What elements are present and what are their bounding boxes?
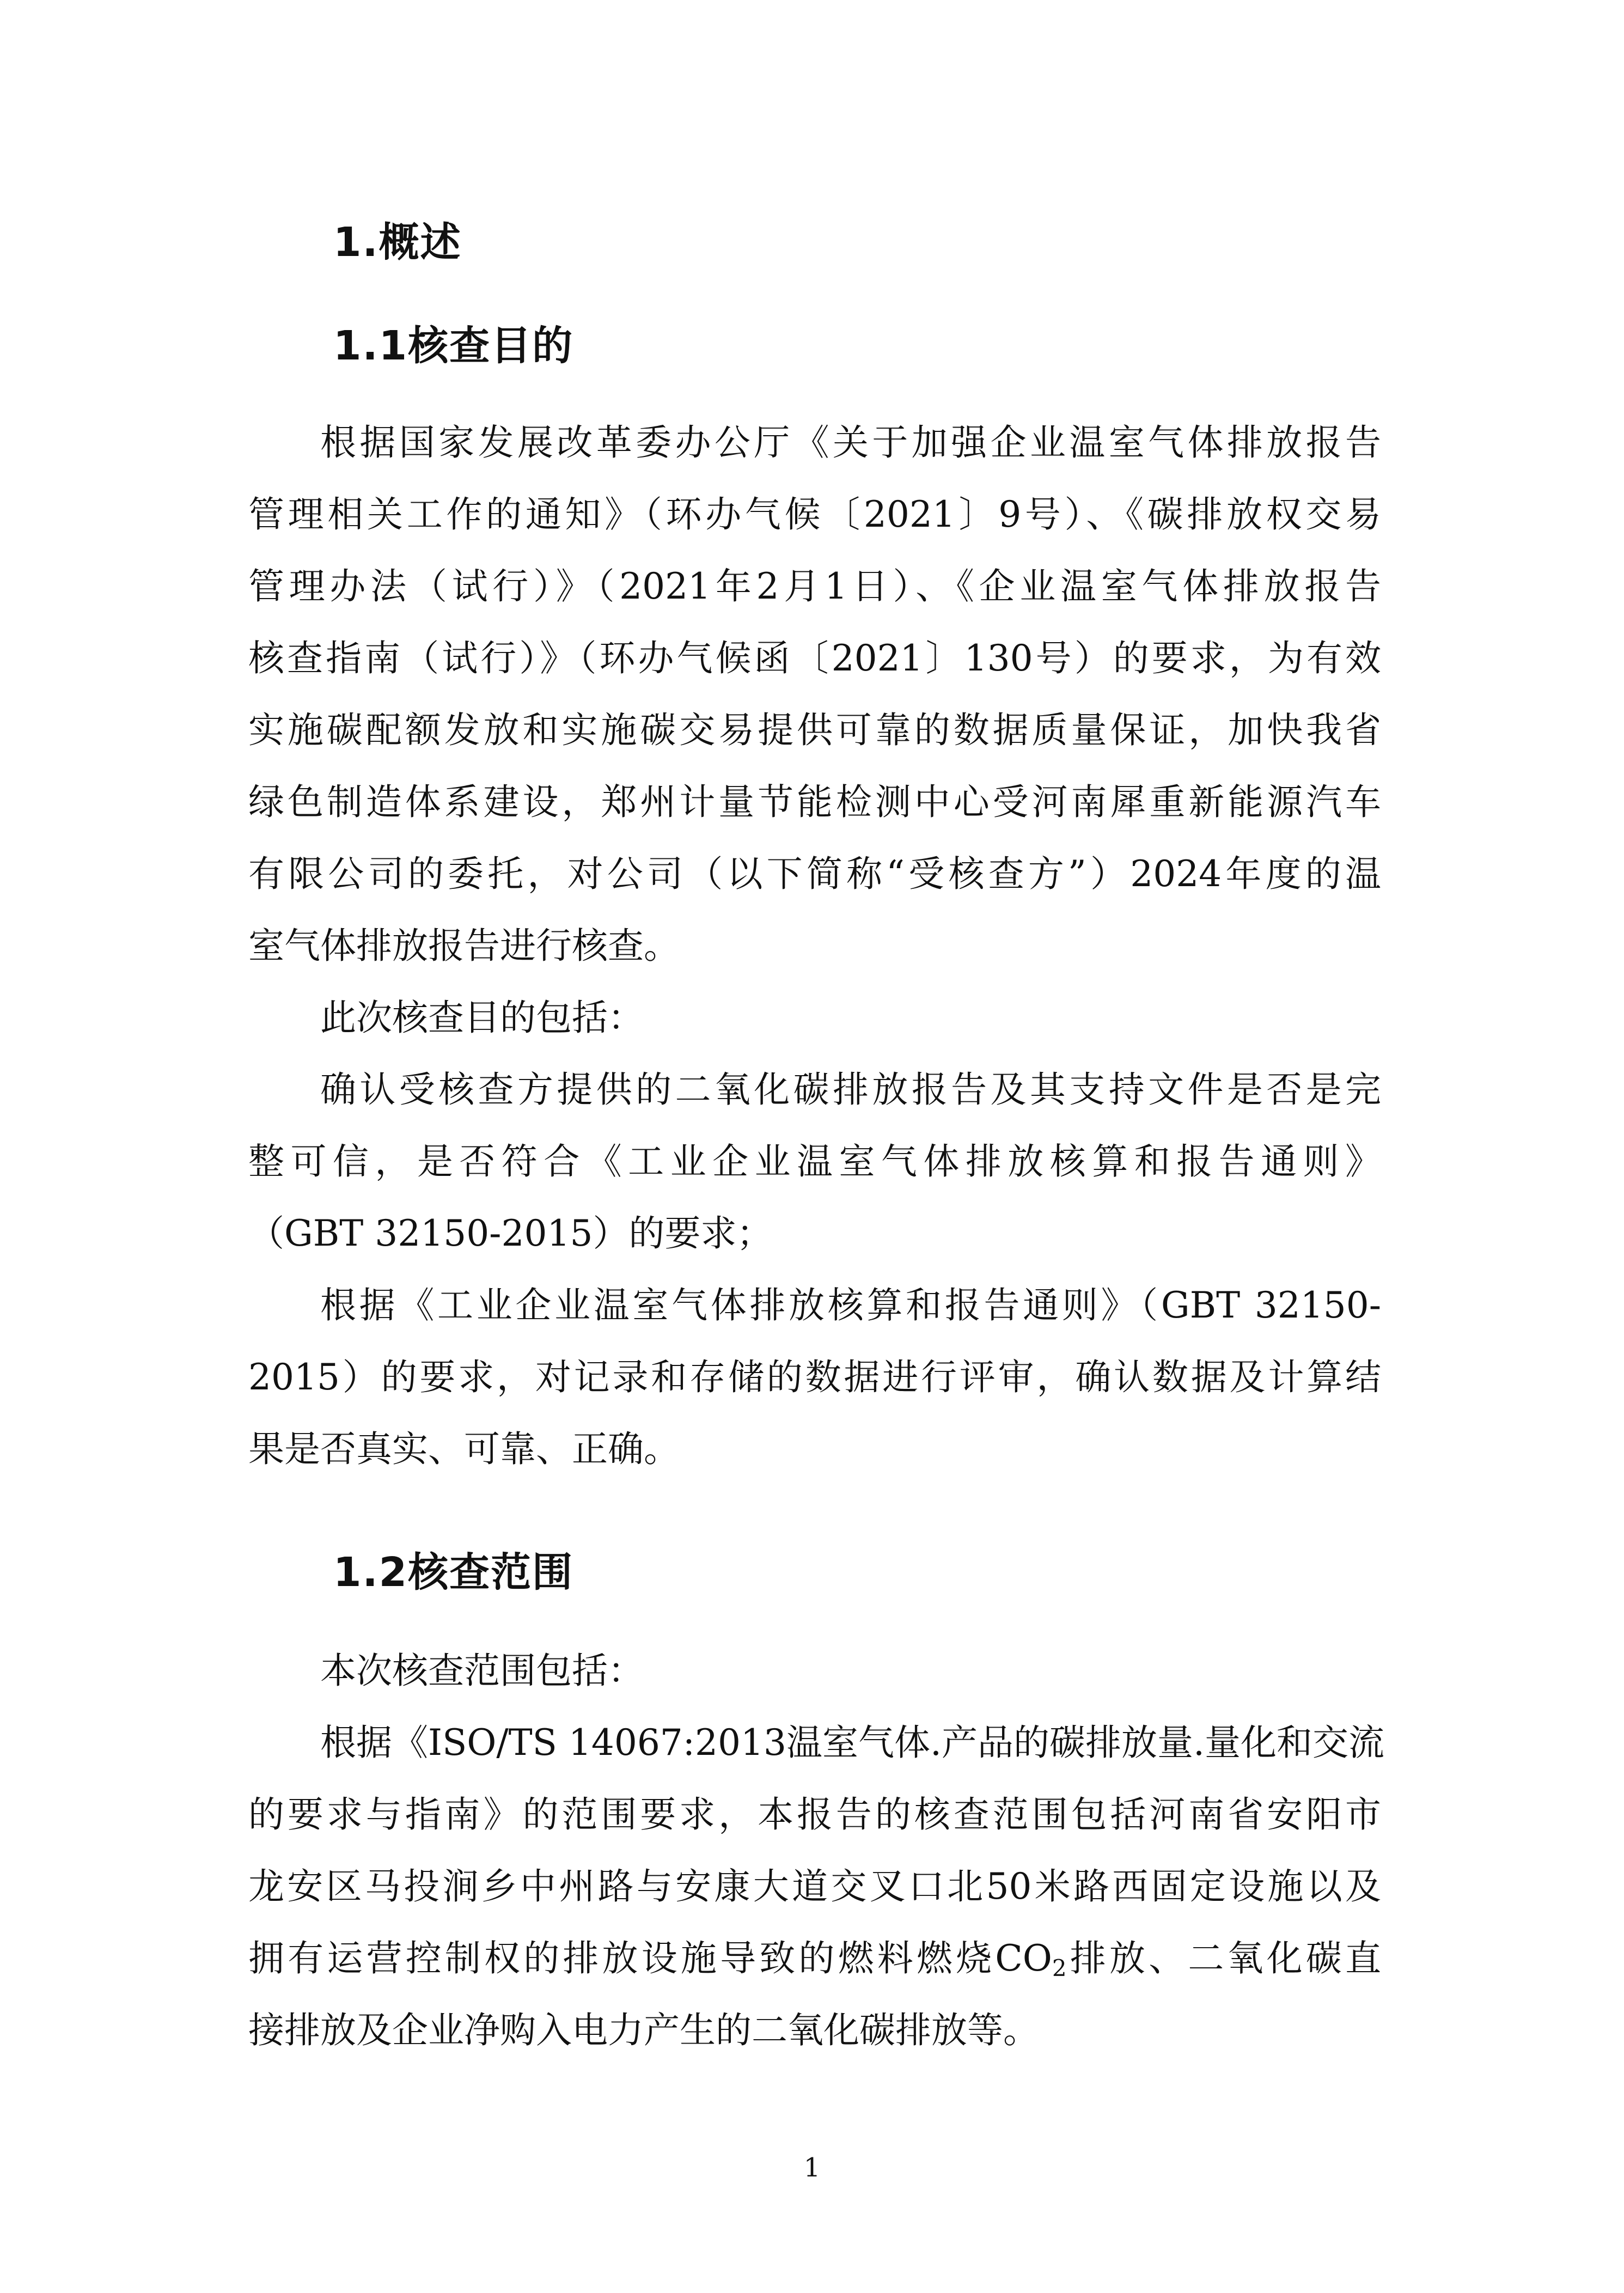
text-line: 根据国家发展改革委办公厅《关于加强企业温室气体排放报告 bbox=[320, 422, 1381, 464]
scope-intro-paragraph bbox=[248, 1635, 1381, 1707]
text-line: 确认受核查方提供的二氧化碳排放报告及其支持文件是否是完 bbox=[320, 1069, 1381, 1111]
text-line: 实施碳配额发放和实施碳交易提供可靠的数据质量保证，加快我省 bbox=[248, 709, 1381, 751]
section-heading-purpose: 1.1核查目的 bbox=[333, 322, 574, 369]
text-line: 本次核查范围包括： bbox=[320, 1650, 644, 1692]
text-line: 根据《工业企业温室气体排放核算和报告通则》（GBT 32150- bbox=[320, 1284, 1381, 1326]
text-line: 绿色制造体系建设，郑州计量节能检测中心受河南犀重新能源汽车 bbox=[248, 781, 1381, 823]
text-line: 室气体排放报告进行核查。 bbox=[248, 925, 680, 967]
text-line: 管理办法（试行）》（2021年2月1日）、《企业温室气体排放报告 bbox=[248, 565, 1381, 607]
subscript-text: 2 bbox=[1052, 1955, 1067, 1981]
text-run: 排放、二氧化碳直 bbox=[1066, 1937, 1382, 1979]
text-line: （GBT 32150-2015）的要求； bbox=[248, 1212, 773, 1254]
text-line: 的要求与指南》的范围要求，本报告的核查范围包括河南省安阳市 bbox=[248, 1794, 1381, 1835]
section-heading-overview: 1.概述 bbox=[333, 219, 462, 266]
text-line: 管理相关工作的通知》（环办气候〔2021〕9号）、《碳排放权交易 bbox=[248, 493, 1381, 535]
text-run: 拥有运营控制权的排放设施导致的燃料燃烧CO bbox=[248, 1937, 1052, 1979]
text-line: 2015）的要求，对记录和存储的数据进行评审，确认数据及计算结 bbox=[248, 1356, 1381, 1398]
purpose-intro-paragraph bbox=[248, 982, 1381, 1054]
text-line: 接排放及企业净购入电力产生的二氧化碳排放等。 bbox=[248, 2009, 1039, 2051]
text-line: 根据《ISO/TS 14067:2013温室气体.产品的碳排放量.量化和交流 bbox=[320, 1722, 1384, 1764]
text-line: 核查指南（试行）》（环办气候函〔2021〕130号）的要求，为有效 bbox=[248, 637, 1381, 679]
purpose-paragraph bbox=[248, 407, 1381, 982]
page-number: 1 bbox=[803, 2152, 821, 2183]
scope-paragraph bbox=[248, 1707, 1384, 2066]
text-line: 此次核查目的包括： bbox=[320, 997, 644, 1039]
text-line: 有限公司的委托，对公司（以下简称“受核查方”）2024年度的温 bbox=[248, 853, 1381, 895]
purpose-item-2-paragraph bbox=[248, 1270, 1381, 1485]
section-heading-scope: 1.2核查范围 bbox=[333, 1549, 574, 1596]
text-line bbox=[248, 1923, 1381, 1995]
text-line: 整可信，是否符合《工业企业温室气体排放核算和报告通则》 bbox=[248, 1141, 1381, 1182]
text-line: 果是否真实、可靠、正确。 bbox=[248, 1428, 680, 1470]
text-line: 龙安区马投涧乡中州路与安康大道交叉口北50米路西固定设施以及 bbox=[248, 1865, 1381, 1907]
purpose-item-1-paragraph bbox=[248, 1054, 1381, 1270]
